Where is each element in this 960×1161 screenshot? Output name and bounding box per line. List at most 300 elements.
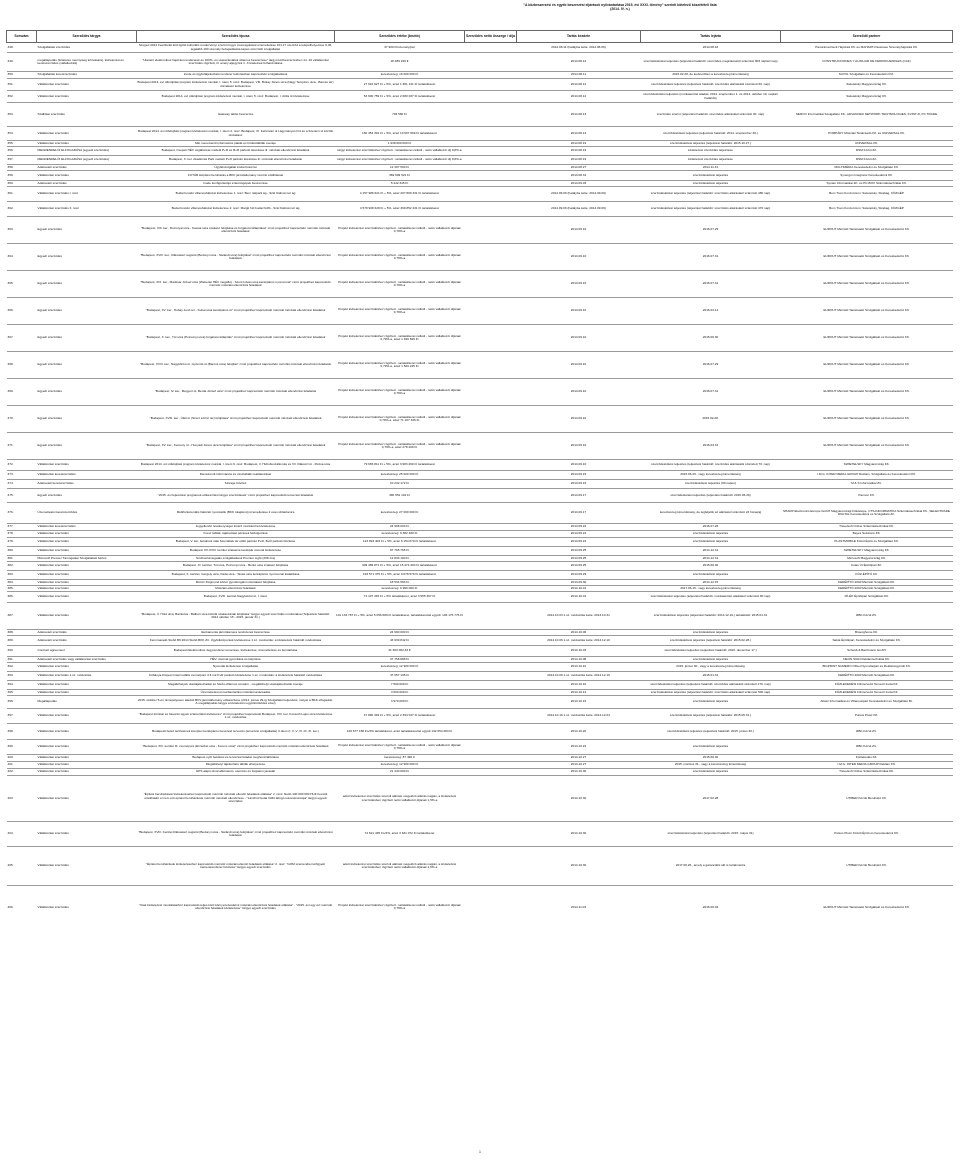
contract-net bbox=[465, 724, 517, 740]
contract-start: 2014.10.08 bbox=[517, 657, 641, 663]
row-number: 395. bbox=[7, 690, 37, 696]
contract-value: 18 489 226 € bbox=[335, 53, 465, 72]
table-row bbox=[7, 769, 953, 776]
contract-start: 2014.08.12 bbox=[517, 79, 641, 91]
contract-subject: Vállalkozási keretszerződés bbox=[37, 524, 137, 531]
contract-type: Inode konfigurációjú számítógépek beszerzése bbox=[137, 181, 335, 187]
contract-net bbox=[465, 531, 517, 538]
contract-net bbox=[465, 53, 517, 72]
contract-subject: Vállalkozási szerződés bbox=[37, 847, 137, 886]
contract-start: 2014.09.10 bbox=[517, 433, 641, 460]
contract-subject: Adásvételi szerződés bbox=[37, 630, 137, 636]
contract-type: Budapest 2014. évi útfelújítási program kivitelezési munkái, I. ütem 2. rész: Budapest, XI. Fehérvári út Lágymányos híd és a Szerémi út közötti útszakasz bbox=[137, 127, 335, 141]
contract-partner: SWIETELSKY Magyarország Kft. bbox=[781, 460, 953, 471]
contract-end: szerződéskötési teljesítés (60 napon) bbox=[641, 480, 781, 489]
row-number: 373. bbox=[7, 471, 37, 480]
contract-type: Multifunkcionális hálózati nyomtatók (BKK tulajdonú) üzemeltetése 2 éves időtartamra bbox=[137, 503, 335, 524]
row-number: 377. bbox=[7, 524, 37, 531]
contract-end: szerződéskötési teljesítés bbox=[641, 571, 781, 580]
contract-subject: Megállapodás bbox=[37, 696, 137, 709]
contract-net bbox=[465, 91, 517, 103]
contract-end: 2016.07.29 bbox=[641, 352, 781, 379]
table-row bbox=[7, 592, 953, 603]
contract-value: Projekt kivitelezési szerződéshez rögzített - tartalékkeret nélküli - nettó vállalkozói díjának 0,79%-a bbox=[335, 244, 465, 271]
contract-end: szerződéskötési teljesítés bbox=[641, 657, 781, 663]
contract-start: 2014.09.15 bbox=[517, 471, 641, 480]
contract-partner: EUROUT Mérnöki Tanácsadó Szolgáltató és Kereskedelmi Kft. bbox=[781, 352, 953, 379]
contract-partner: CONSTRUCCIONES Y AUXILIAR DE FERROCARRILES (CAF) bbox=[781, 53, 953, 72]
contract-start: 2014.09.25 bbox=[517, 547, 641, 556]
contract-partner: Bem Tram Konzorcium: Swietelsky, Strabag, KÖZGÉP bbox=[781, 202, 953, 217]
table-row bbox=[7, 43, 953, 53]
contract-end: szerződéskötési teljesítés bbox=[641, 740, 781, 755]
contract-start: 2014.09.10 bbox=[517, 325, 641, 352]
row-number: 381. bbox=[7, 556, 37, 562]
row-number: 392. bbox=[7, 663, 37, 672]
row-number: 361. bbox=[7, 187, 37, 202]
row-number: 405. bbox=[7, 847, 37, 886]
contract-partner: SERCO Informatikai Szolgáltató Kft., ADVANCED NETWORK TECHNOLOGIES, KVINT-R, PC TRADE bbox=[781, 103, 953, 127]
contract-partner: M-POL Szolgáltató és Kereskedelmi Kft. bbox=[781, 72, 953, 79]
contract-net bbox=[465, 636, 517, 646]
contract-type: Budapest, XVIII. kerület Nagykőrösi út, I. ütem bbox=[137, 592, 335, 603]
table-row bbox=[7, 709, 953, 724]
contract-subject: Vállalkozási szerződés bbox=[37, 141, 137, 147]
contract-type: Mét menetrendi információs plakát és hirdetőtáblák cseréje bbox=[137, 141, 335, 147]
contract-subject: Adásvételi szerződés bbox=[37, 181, 137, 187]
contract-start: 2014.10.03 bbox=[517, 646, 641, 657]
contract-type: Budai fonódó villamoshálózat kivitelezése 1. rész: Bem rakparti ág - Szél Kálmán tér ág bbox=[137, 187, 335, 202]
row-number: 368. bbox=[7, 352, 37, 379]
contract-end: szerződéskötési teljesítés (teljesítési határidő: 2014.12.19.) tartalékidő: 2015.01.31 bbox=[641, 603, 781, 630]
contract-end: szerződéskötési teljesítés bbox=[641, 630, 781, 636]
contract-subject: Vállalkozási szerződés bbox=[37, 531, 137, 538]
contract-end: 2016.03.14 bbox=[641, 298, 781, 325]
contract-partner: EUROUT Mérnöki Tanácsadó Szolgáltató és Kereskedelmi Kft. bbox=[781, 271, 953, 298]
table-row bbox=[7, 171, 953, 181]
contract-type: "Budapest, IV. ker., Megyeri út, Berda József utca" című projekthez kapcsolódó mérnöki műszaki ellenőrzési feladatok bbox=[137, 379, 335, 406]
row-number: 398. bbox=[7, 724, 37, 740]
contract-value: tárgyi kivitelezési szerződéshez rögzített - tartalékkeret nélküli - nettó vállalkozói díj 0,8%-a bbox=[335, 147, 465, 156]
contract-type: Budai fonódó villamoshálózat kivitelezése 2. rész: Margit híd budai hídfő - Szél Kálmán tér ág bbox=[137, 202, 335, 217]
contract-value: 47 890 349 Ft + 5%, azaz 2 394 047 Ft tartalékkeret bbox=[335, 709, 465, 724]
table-row bbox=[7, 547, 953, 556]
contract-subject: Vállalkozási szerződés I. rész bbox=[37, 187, 137, 202]
contract-end: 2014.12.31 bbox=[641, 547, 781, 556]
contract-partner: EUROUT Mérnöki Tanácsadó Szolgáltató és Kereskedelmi Kft. bbox=[781, 406, 953, 433]
contract-start: 2014.08.27 bbox=[517, 165, 641, 171]
contract-start: 2014.10.14 bbox=[517, 690, 641, 696]
contract-end: 2014.12.15 bbox=[641, 580, 781, 586]
contract-type: "Építési beruházások kivitelezéséhez kapcsolódó mérnöki műszaki ellenőri feladatok ellátása" 2. rész: "GOM szentendrei térfigyelő kamerarendszer bővítése" tárgyú egyedi szerződés bbox=[137, 847, 335, 886]
contract-end: 2017.02.28 bbox=[641, 776, 781, 822]
contract-subject: Vállalkozási keretszerződés bbox=[37, 471, 137, 480]
contract-value: 18 534 593 Ft bbox=[335, 580, 465, 586]
contract-subject: Egyedi szerződés bbox=[37, 406, 137, 433]
row-number: 400. bbox=[7, 755, 37, 762]
contract-net bbox=[465, 460, 517, 471]
contract-start: 2014.08.12 bbox=[517, 53, 641, 72]
table-row bbox=[7, 646, 953, 657]
contract-value: Projekt kivitelezési szerződéshez rögzített - tartalékkeret nélküli - nettó vállalkozói díjának 0,79%-a bbox=[335, 740, 465, 755]
contract-type: Kresz táblák, tájékoztató jelzések feldolgozása bbox=[137, 531, 335, 538]
contract-start: 2014.08.11 (hatályba kelte: 2014.08.06) bbox=[517, 43, 641, 53]
contract-start: 2014.09.30 bbox=[517, 580, 641, 586]
contract-end: szerződéskötési teljesítés bbox=[641, 696, 781, 709]
contract-net bbox=[465, 171, 517, 181]
contract-start: 2014.10.10 bbox=[517, 663, 641, 672]
contract-value: 4 157 986 621 Ft + 5%, azaz 207 899 331 Ft tartalékkeret bbox=[335, 187, 465, 202]
contract-type: Fennmaradó Stoltő B9 2014 Stoltő BKK Zrt. Ügyfélközpontok kivitelezése 1.sz. módosítás: a kivitelezési határidő módosítása bbox=[137, 636, 335, 646]
contract-end: 2016.03.31 bbox=[641, 433, 781, 460]
contract-partner: RSM Közút Zrt. bbox=[781, 156, 953, 165]
contract-subject: Üzemeltetési keretszerződés bbox=[37, 503, 137, 524]
contract-value: 4 579 908 628 Ft + 5%, azaz 390 852 431 Ft tartalékkeret bbox=[335, 202, 465, 217]
contract-value: keretösszeg: 12 900 000 Ft bbox=[335, 762, 465, 769]
row-number: 350. bbox=[7, 72, 37, 79]
contract-net bbox=[465, 755, 517, 762]
contract-type: Kőbánya-Kispest Intermodális csomópont 4.6 m2 P+R parkoló kivitelezése 1.sz. módosítás: a kivitelezési határidő módosítása bbox=[137, 672, 335, 681]
contract-subject: Vállalkozási szerződés bbox=[37, 603, 137, 630]
row-number: 402. bbox=[7, 769, 37, 776]
contract-type: Budapest, Csepeli HÉV végállomás melletti P+R és B+R parkoló létesítése ill. műszaki ellenőrzési feladatok bbox=[137, 147, 335, 156]
contract-start: 2014.10.06 bbox=[517, 630, 641, 636]
contract-type: "Utak kivitelezési munkálataihoz kapcsolódó teljes körű környezetvédelmi műszaki ellenőrzési feladatok ellátása" - "2015. évi egy évi mérnöki ellenőrzési feladatok kivitelezése" tárgyú egyedi szerződés bbox=[137, 886, 335, 929]
contract-end: 2015.06.30 bbox=[641, 562, 781, 571]
contract-type: Menetrendi információs és vésztáblák csatlakozásai bbox=[137, 471, 335, 480]
contract-type: Móricz Zsigmond körtér gyorsforgalmi útszakasz felújítása bbox=[137, 580, 335, 586]
col-header: Szerződés értéke (bruttó) bbox=[335, 31, 465, 43]
contract-subject: Vállalkozási szerződés bbox=[37, 681, 137, 690]
contract-partner: SWIETELSKY Magyarország Kft. bbox=[781, 547, 953, 556]
row-number: 401. bbox=[7, 762, 37, 769]
contract-partner: EUROUT Mérnöki Tanácsadó Szolgáltató és Kereskedelmi Kft. bbox=[781, 379, 953, 406]
contract-type: "2015. évi fejlesztési programok előkészítési tárgyú szerződések" című projekthez kapcsolódó tervezési feladatok bbox=[137, 489, 335, 503]
contract-net bbox=[465, 352, 517, 379]
row-number: 394. bbox=[7, 681, 37, 690]
col-header: Sorszám bbox=[7, 31, 37, 43]
contract-start: 2014.09.24 bbox=[517, 538, 641, 547]
contract-end: szerződéskötési teljesítés (teljesítési határidő: szerződés aláírásától számított 170. nap) bbox=[641, 681, 781, 690]
contract-type: "Budapest, XV. ker., Hubay Jenő tér - Kubai utca kerékpáros út" című projekthez kapcsolódó mérnöki műszaki ellenőrzési feladatok bbox=[137, 298, 335, 325]
contract-start: 2014.10.20 bbox=[517, 724, 641, 740]
contract-start: 2014.10.01 bbox=[517, 592, 641, 603]
contract-value: 31 603 062,33 € bbox=[335, 646, 465, 657]
contract-start: 2014.11.03 bbox=[517, 886, 641, 929]
contract-end: szerződéskötési teljesítés (teljesítési határidő: szerződés aláírásától számított 480 nap) bbox=[641, 187, 781, 202]
contract-value: 3 970 000 Ft bbox=[335, 696, 465, 709]
contract-net bbox=[465, 672, 517, 681]
row-number: 366. bbox=[7, 298, 37, 325]
contract-value: keretösszeg: 27 000 000 Ft bbox=[335, 503, 465, 524]
contract-end: szerződéskötési teljesítés bbox=[641, 171, 781, 181]
contract-value: Projekt kivitelezési szerződéshez rögzített - tartalékkeret nélküli - nettó vállalkozói díjának 0,79%-a, azaz 71 107 345 Ft bbox=[335, 406, 465, 433]
contract-partner: RBK Közút Zrt. bbox=[781, 740, 953, 755]
contract-partner: EUROUT Mérnöki Tanácsadó Szolgáltató és Kereskedelmi Kft. bbox=[781, 298, 953, 325]
table-row bbox=[7, 406, 953, 433]
contract-start: 2014.10.30 bbox=[517, 847, 641, 886]
contract-value: 71 107 345 Ft + 5% tartalékkeret, azaz 3 555 367 Ft bbox=[335, 592, 465, 603]
contract-value: 7 590 000 Ft bbox=[335, 681, 465, 690]
contract-end: 2014.11.31 bbox=[641, 165, 781, 171]
table-row bbox=[7, 663, 953, 672]
row-number: 388. bbox=[7, 630, 37, 636]
contract-partner: Pulsus Plusz Közúti Építő és Kereskedelmi Kft. bbox=[781, 822, 953, 847]
contract-end: 2016.07.29 bbox=[641, 217, 781, 244]
contract-subject: Egyedi szerződés bbox=[37, 244, 137, 271]
contract-start: 2014.10.01 bbox=[517, 586, 641, 592]
contract-net bbox=[465, 298, 517, 325]
row-number: 375. bbox=[7, 489, 37, 503]
table-row bbox=[7, 103, 953, 127]
contract-start: 2014.08.19 bbox=[517, 156, 641, 165]
table-row bbox=[7, 847, 953, 886]
contract-subject: Vállalkozási szerződés bbox=[37, 776, 137, 822]
row-number: 351. bbox=[7, 79, 37, 91]
contract-value: 101 133 787 Ft + 5%, azaz 5 056 689 Ft tartalékkeret, tartalékkerettel együtt: 106 175 776 Ft bbox=[335, 603, 465, 630]
row-number: 385. bbox=[7, 586, 37, 592]
table-row bbox=[7, 531, 953, 538]
row-number: 369. bbox=[7, 379, 37, 406]
contract-net bbox=[465, 379, 517, 406]
table-row bbox=[7, 298, 953, 325]
row-number: 396. bbox=[7, 696, 37, 709]
contract-start: 2014.08.31 bbox=[517, 171, 641, 181]
contract-end: 2014.08.18 bbox=[641, 43, 781, 53]
contract-subject: Microsoft Premier Támogatási Szolgáltatási bérlés bbox=[37, 556, 137, 562]
contract-end: szerződéskötési teljesítés (teljesítési határidő: 2015. június 30.) bbox=[641, 724, 781, 740]
contract-value: keretösszeg: 16 000 000 Ft bbox=[335, 72, 465, 79]
contract-type: Jegyellenőri tevékenységet kísérő munkaruha kivitelezése bbox=[137, 524, 335, 531]
contract-subject: Egyedi szerződés bbox=[37, 217, 137, 244]
contract-net bbox=[465, 681, 517, 690]
table-row bbox=[7, 271, 953, 298]
contract-end: szerződéskötési teljesítés bbox=[641, 538, 781, 547]
row-number: 371. bbox=[7, 433, 37, 460]
row-number: 370. bbox=[7, 406, 37, 433]
contract-value: keretösszeg: 9 382 480 Ft bbox=[335, 531, 465, 538]
row-number: 376. bbox=[7, 503, 37, 524]
table-row bbox=[7, 147, 953, 156]
contract-start: 2014.10.10 bbox=[517, 681, 641, 690]
contract-start: 2014.09.10 bbox=[517, 352, 641, 379]
row-number: 364. bbox=[7, 244, 37, 271]
contract-partner: Közlekedés Kft. bbox=[781, 755, 953, 762]
table-row bbox=[7, 524, 953, 531]
contract-value: keretösszeg: 9 990 000 Ft bbox=[335, 586, 465, 592]
table-row bbox=[7, 379, 953, 406]
contract-start: 2014.08.12 bbox=[517, 91, 641, 103]
row-number: 356. bbox=[7, 147, 37, 156]
contract-subject: Vállalkozási szerződés bbox=[37, 822, 137, 847]
contract-partner: EUROUT Mérnöki Tanácsadó Szolgáltató és Kereskedelmi Kft. bbox=[781, 217, 953, 244]
contract-value: 369 609 521 Ft bbox=[335, 171, 465, 181]
contract-net bbox=[465, 538, 517, 547]
contract-end: szerződéskötési teljesítés (munkaterület átadás: 2014. szeptember 1. és 2014. október 10. naptári határidő) bbox=[641, 91, 781, 103]
contract-subject: Vállalkozási szerződés bbox=[37, 562, 137, 571]
contract-value: tárgyi kivitelezési szerződéshez rögzített - tartalékkeret nélküli - nettó vállalkozói díj 0,8%-a bbox=[335, 156, 465, 165]
contract-end: 2016.07.31 bbox=[641, 271, 781, 298]
contract-type: Műszaki ellenőrzési feladatok bbox=[137, 586, 335, 592]
contract-subject: Contract agreement bbox=[37, 646, 137, 657]
contract-end: 2015.06.26., vagy keretösszeg kimerüléséig bbox=[641, 471, 781, 480]
contract-partner: Synergon Integrator Kereskedelmi Kft. bbox=[781, 171, 953, 181]
page-number: 1 bbox=[479, 1150, 481, 1154]
contract-subject: Adásvételi keretszerződés bbox=[37, 480, 137, 489]
table-row bbox=[7, 352, 953, 379]
contract-type: Szoftvertámogatás szolgáltatások Premier Light (208 óra) bbox=[137, 556, 335, 562]
contract-value: 24 990 000 Ft bbox=[335, 630, 465, 636]
contract-type: Budapesti belső területének komplex kerékpáros bevezető tervezés (tervezési szolgáltatás) II.ütem (I.,II.,V.,VI.,IX.,XI. ker.) bbox=[137, 724, 335, 740]
contract-partner: Colas Út Építőipari Zrt. bbox=[781, 562, 953, 571]
contract-net bbox=[465, 571, 517, 580]
contract-start: 2014.09.22 bbox=[517, 524, 641, 531]
contract-end: szerződéskötési teljesítés (teljesítési határidő: munkaterület átadástól számított 90 nap) bbox=[641, 592, 781, 603]
contract-subject: Vállalkozási szerződés bbox=[37, 586, 137, 592]
contract-subject: MEGRENDELŐI ELFOGADÁSA (egyedi szerződés) bbox=[37, 156, 137, 165]
contract-subject: Vállalkozási szerződés bbox=[37, 127, 137, 141]
contract-partner: KÖZLEKEDÉSI Filmtervező Tervező Iroda Kft. bbox=[781, 690, 953, 696]
row-number: 404. bbox=[7, 822, 37, 847]
row-number: 393. bbox=[7, 672, 37, 681]
contract-start: 2014.10.30 bbox=[517, 776, 641, 822]
contract-net bbox=[465, 663, 517, 672]
contract-end: 2015.02.28. de kedvezőtlen a keretösszeg kimerüléséig bbox=[641, 72, 781, 79]
contract-net bbox=[465, 187, 517, 202]
table-row bbox=[7, 755, 953, 762]
contract-value: 309 489 871 Ft + 5%, azaz 15 474 493 Ft tartalékkeret bbox=[335, 562, 465, 571]
contract-start: 2014.10.27 bbox=[517, 762, 641, 769]
contract-value: Projekt kivitelezési szerződéshez rögzített - tartalékkeret nélküli - nettó vállalkozói díjának 0,79%-a bbox=[335, 379, 465, 406]
contract-start: 2014.10.22 bbox=[517, 740, 641, 755]
contract-subject: Egyedi szerződés bbox=[37, 298, 137, 325]
contract-partner: NEON SIGN Reklámtechnikai Kft. bbox=[781, 657, 953, 663]
row-number: 391. bbox=[7, 657, 37, 663]
contract-partner: Swietelsky Magyarország Kft. bbox=[781, 79, 953, 91]
contract-net bbox=[465, 103, 517, 127]
row-number: 355. bbox=[7, 141, 37, 147]
contract-start: 2014.10.15 bbox=[517, 696, 641, 709]
contract-net bbox=[465, 406, 517, 433]
table-row bbox=[7, 603, 953, 630]
row-number: 354. bbox=[7, 127, 37, 141]
table-row bbox=[7, 72, 953, 79]
row-number: 384. bbox=[7, 580, 37, 586]
contract-end: szerződéskötési teljesítés (teljesítési határidő: 2014. szeptember 30.) bbox=[641, 127, 781, 141]
contract-start: 2014.09.10 bbox=[517, 406, 641, 433]
contract-net bbox=[465, 603, 517, 630]
contract-net bbox=[465, 489, 517, 503]
contract-type: "Utastéri elektronikus hajózási rendszerek és 100% -os utasszámlálók villamos beszerzése" tárgyú közbeszerzésben 14 -16 vállalkozási szerződés rögzített, ill. amely aljegyzék 1 -3 tételeinek felhasználása bbox=[137, 53, 335, 72]
contract-end: szerződéskötési teljesítés (teljesítési határidő: 2015. május 31) bbox=[641, 822, 781, 847]
contract-type: Budapest 2014. évi útfelújítási program kivitelezési munkái, I. ütem 5. rész: Budapest, VIII. Bókay János utca (Nagy Templom utca - Baross tér) útszakasz kivitelezése bbox=[137, 79, 335, 91]
contract-value: 72 621 435 Ft+5%, azaz 3 631 072 Ft tartalékkeret bbox=[335, 822, 465, 847]
contract-net bbox=[465, 740, 517, 755]
contract-partner: KERÉPÍTŐ 2000 Mérnöki Szolgáltató Kft. bbox=[781, 580, 953, 586]
contract-end: szerződéskötési teljesítés bbox=[641, 181, 781, 187]
contract-value: 53 600 759 Ft + 5%, azaz 2 680 037 Ft tartalékkeret bbox=[335, 91, 465, 103]
row-number: 358. bbox=[7, 165, 37, 171]
contract-value: 47 057 135 Ft bbox=[335, 672, 465, 681]
row-number: 348. bbox=[7, 43, 37, 53]
contract-end: 2015. június 30., vagy a keretösszeg kimerüléséig bbox=[641, 663, 781, 672]
contract-type: Megállóhelyek utastájékoztatási és Sőrös-villamos vonalon - megállóhelyi utastájékoztatók cseréje bbox=[137, 681, 335, 690]
contract-partner: Bravoghome Kft. bbox=[781, 630, 953, 636]
contract-value: keretösszeg: 25 000 000 Ft bbox=[335, 471, 465, 480]
contract-value: 24 908 000 Ft bbox=[335, 524, 465, 531]
contract-value: 21 440 000 Ft bbox=[335, 769, 465, 776]
contract-partner: EUROUT Mérnöki Tanácsadó Szolgáltató és Kereskedelmi Kft. bbox=[781, 244, 953, 271]
contract-end: 2014.12.31 bbox=[641, 556, 781, 562]
contract-start: 2014.09.10 bbox=[517, 244, 641, 271]
contract-start: 2014.10.30 bbox=[517, 822, 641, 847]
contract-value: 123 093 403 Ft + 5%, azaz 6 154 670 Ft tartalékkeret bbox=[335, 538, 465, 547]
contract-type: "Budapest, XIII. ker., Rozsnyai utca - Kassai utca szakasz felújítása és forgalomcsillapítása" című projekthez kapcsolódó mérnöki műszaki ellenőrzési feladatok bbox=[137, 217, 335, 244]
contract-partner: Swietelsky Magyarország Kft. bbox=[781, 91, 953, 103]
contract-partner: Microsoft Magyarország Kft. bbox=[781, 556, 953, 562]
contract-start: 2014.08.11 bbox=[517, 72, 641, 79]
contract-partner: Atlasz Informatikai és Villamosipari Kereskedelmi és Szolgáltató Bt. bbox=[781, 696, 953, 709]
contract-partner: I.M.G. INTER MEDIA GROUP Reklám, Szolgáltató és Kereskedelmi Kft. bbox=[781, 471, 953, 480]
table-row bbox=[7, 636, 953, 646]
contract-value: adott kivitelezési szerződés szerinti aláírást megelőző aláírás napján, a kivitelezési szerződésben rögzített nettó vállalkozói díjának 1,5%-a bbox=[335, 847, 465, 886]
row-number: 357. bbox=[7, 156, 37, 165]
contract-net bbox=[465, 471, 517, 480]
row-number: 380. bbox=[7, 547, 37, 556]
contract-type: Nyomdai kivitelezési szolgáltatás bbox=[137, 663, 335, 672]
table-row bbox=[7, 503, 953, 524]
table-row bbox=[7, 217, 953, 244]
contract-net bbox=[465, 524, 517, 531]
contract-partner: Panoráma Deck Hajózási Kft. és MAHART-Passnave Személyhajózási Kft. bbox=[781, 43, 953, 53]
contract-partner: Bayes Solutions Kft. bbox=[781, 531, 953, 538]
contract-value: Projekt kivitelezési szerződéshez rögzített - tartalékkeret nélküli - nettó vállalkozói díjának 0,79%-a bbox=[335, 886, 465, 929]
table-row bbox=[7, 740, 953, 755]
contract-value: keretösszeg: 12 900 000 Ft bbox=[335, 663, 465, 672]
contract-start: 2014.08.13 bbox=[517, 103, 641, 127]
contract-net bbox=[465, 592, 517, 603]
row-number: 397. bbox=[7, 709, 37, 724]
contract-value: 43 939 842 Ft bbox=[335, 636, 465, 646]
contract-net bbox=[465, 156, 517, 165]
contract-net bbox=[465, 202, 517, 217]
contract-type: 2015. október 5-én ünnepélyesen átadott BKV-járműállomány előkészítése (2014. június 29-ig Szolgáltatói teljesítési, melyet a BKK elfogadott. A megállapodás tárgya a kivitelezési együttműködés elvei) bbox=[137, 696, 335, 709]
contract-end: szerződés szerint (teljesítési határidő: szerződés aláírásától számított 30. nap) bbox=[641, 103, 781, 127]
contract-end: 2016.07.31 bbox=[641, 244, 781, 271]
contract-start: 2014.08.19 bbox=[517, 147, 641, 156]
contract-end: 2015. március 31., vagy a keretösszeg kimerüléséig bbox=[641, 762, 781, 769]
contract-end: szerződéskötési teljesítés (teljesítési határidő: szerződés aláírásától számított 500 nap) bbox=[641, 690, 781, 696]
contract-net bbox=[465, 325, 517, 352]
contract-partner: RSM Közút Zrt. bbox=[781, 147, 953, 156]
contract-partner: UTIBER Közúti Beruházó Kft. bbox=[781, 847, 953, 886]
contract-value: 1 938 000 000 Ft bbox=[335, 141, 465, 147]
contract-type: Budapesti Elektronikus Jegyrendszer tervezése, kivitelezése, üzemeltetése és fenntartása bbox=[137, 646, 335, 657]
table-row bbox=[7, 489, 953, 503]
contract-end: 2015.01.31 bbox=[641, 672, 781, 681]
contract-net bbox=[465, 147, 517, 156]
contract-partner: UNIVERSAL Kft. bbox=[781, 141, 953, 147]
contract-type: FUTÁR kiépítési beruházás a BKK járműállomány szerinti szállítással bbox=[137, 171, 335, 181]
table-row bbox=[7, 672, 953, 681]
contract-subject: Adásvételi szerződés vagy vállalkozási szerződés bbox=[37, 657, 137, 663]
contract-net bbox=[465, 127, 517, 141]
table-row bbox=[7, 762, 953, 769]
contract-subject: Vállalkozási szerződés bbox=[37, 755, 137, 762]
contract-net bbox=[465, 762, 517, 769]
contract-net bbox=[465, 696, 517, 709]
contract-end: kivitelezési szerződés teljesítése bbox=[641, 147, 781, 156]
